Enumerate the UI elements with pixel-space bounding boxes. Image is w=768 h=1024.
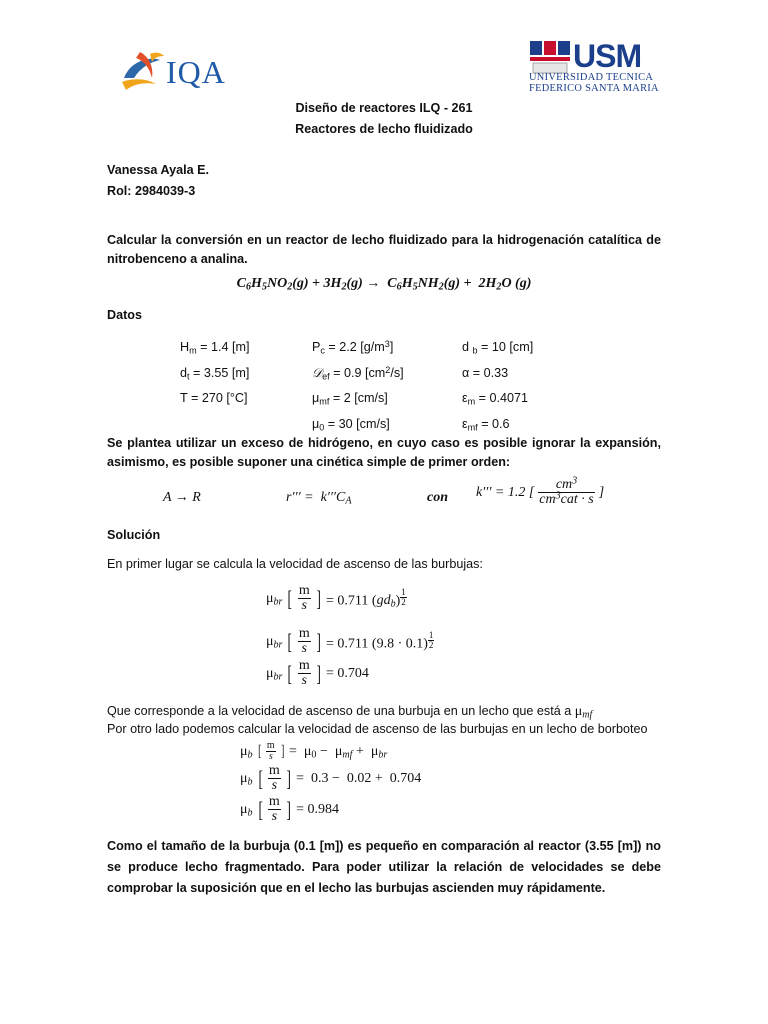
dato-hm: $H_m = 1.4$ [m] bbox=[180, 340, 250, 356]
dato-t: T = 270 [°C] bbox=[180, 391, 248, 405]
dato-pc: $P_c = 2.2$ $[g/m^3]$ bbox=[312, 338, 394, 356]
title-line-1: Diseño de reactores ILQ - 261 bbox=[295, 101, 473, 115]
eq-b-2: $\mu_b$ [ $\frac{m}{s}$ ] = 0.3 − 0.02 + 0.704 bbox=[240, 763, 422, 793]
document-title bbox=[0, 100, 768, 137]
intro-paragraph: Calcular la conversión en un reactor de lecho fluidizado para la hidrogenación catalítica de nitrobenceno a analina. bbox=[107, 233, 661, 266]
eq-b-3: $\mu_b$ [ $\frac{m}{s}$ ] = 0.984 bbox=[240, 794, 340, 824]
eq-br-2: $\mu_{br}$ [ $\frac{m}{s}$ ] = 0.711 (9.8 · 0.1) $^{\frac{1}{2}}$ bbox=[266, 626, 434, 656]
kinetics-k: k′′′ = 1.2 [ $\frac{cm^3}{cm^3cat \cdot s}$ ] bbox=[476, 475, 605, 507]
dato-db: d $_b$ = 10 [cm] bbox=[462, 340, 534, 356]
dato-em: $\varepsilon_m = 0.4071$ bbox=[462, 391, 529, 407]
usm-logo-text: USM bbox=[573, 38, 642, 74]
dato-alpha: α = 0.33 bbox=[462, 365, 509, 380]
step2-line-1: Que corresponde a la velocidad de ascenso de una burbuja en un lecho que está a $\mu_{mf}$ bbox=[107, 704, 593, 721]
dato-dt: $d_t = 3.55$ [m] bbox=[180, 365, 250, 381]
usm-logo bbox=[527, 40, 659, 96]
step1-text: En primer lugar se calcula la velocidad de ascenso de las burbujas: bbox=[107, 557, 483, 571]
step2-line-2: Por otro lado podemos calcular la velocidad de ascenso de las burbujas en un lecho de borboteo bbox=[107, 722, 648, 736]
iqa-logo bbox=[120, 48, 230, 94]
solucion-heading: Solución bbox=[107, 528, 161, 542]
eq-br-1: $\mu_{br}$ [ $\frac{m}{s}$ ] = 0.711 $(gd_b)$ $^{\frac{1}{2}}$ bbox=[266, 583, 406, 613]
eq-b-1: $\mu_b$ [ $\frac{m}{s}$ ] = $\mu_0 - \mu_{mf} + \mu_{br}$ bbox=[240, 740, 388, 762]
dato-emf: $\varepsilon_{mf} = 0.6$ bbox=[462, 416, 510, 432]
usm-logo-line1: UNIVERSIDAD TECNICA bbox=[529, 72, 654, 83]
author-rol: Rol: 2984039-3 bbox=[107, 184, 196, 198]
dato-def: 𝒟$_{ef}$ = 0.9 $[cm^2/s]$ bbox=[312, 364, 404, 381]
usm-shield-icon bbox=[529, 40, 571, 74]
author-name: Vanessa Ayala E. bbox=[107, 163, 209, 177]
eq-br-3: $\mu_{br}$ [ $\frac{m}{s}$ ] = 0.704 bbox=[266, 658, 369, 688]
usm-logo-line2: FEDERICO SANTA MARIA bbox=[529, 83, 659, 94]
author-block bbox=[107, 162, 209, 199]
dato-u0: $\mu_0 = 30$ [cm/s] bbox=[312, 416, 390, 432]
datos-col-1 bbox=[180, 335, 250, 412]
iqa-logo-text: IQA bbox=[166, 54, 226, 90]
kinetics-rate: $r''' = k'''C_A$ bbox=[286, 490, 352, 507]
iqa-swirl-logo-icon bbox=[120, 48, 168, 94]
datos-col-2 bbox=[312, 335, 404, 437]
excess-paragraph: Se plantea utilizar un exceso de hidrógeno, en cuyo caso es posible ignorar la expansión, asimismo, es posible suponer una cinética simple de primer orden: bbox=[107, 436, 661, 469]
dato-umf: $\mu_{mf} = 2$ [cm/s] bbox=[312, 391, 388, 407]
kinetics-reaction: A → R bbox=[163, 490, 201, 505]
datos-heading: Datos bbox=[107, 308, 142, 322]
datos-col-3 bbox=[462, 335, 533, 437]
kinetics-con: con bbox=[427, 490, 448, 505]
title-line-2: Reactores de lecho fluidizado bbox=[295, 122, 473, 136]
final-paragraph: Como el tamaño de la burbuja (0.1 [m]) es pequeño en comparación al reactor (3.55 [m]) no se produce lecho fragmentado. Para poder utilizar la relación de velocidades se debe comprobar la suposición que en el lecho las burbujas ascienden muy rápidamente. bbox=[107, 839, 661, 895]
reaction-equation: $C_6H_5NO_2(g) + 3H_2(g) \to C_6H_5NH_2(g) + 2H_2O$ (g) bbox=[236, 276, 532, 293]
